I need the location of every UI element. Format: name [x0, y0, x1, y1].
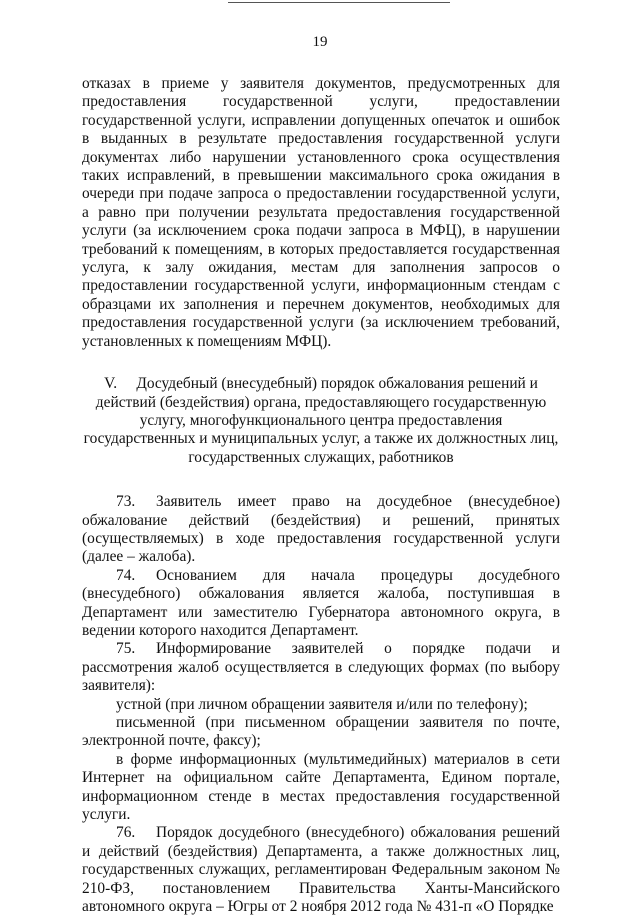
item-text: Основанием для начала процедуры досудебного (внесудебного) обжалования является жалоба, поступившая в Департамент или заместителю Губернатора автономного округа, в ведении которого находится Департамент. — [82, 566, 560, 639]
form-oral: устной (при личном обращении заявителя и/или по телефону); — [116, 695, 528, 713]
section-title: Досудебный (внесудебный) порядок обжалования решений и действий (бездействия) органа, предоставляющего государственную услугу, многофункционального центра предоставления государственных и муниципальных услуг, а также их должностных лиц, государственных служащих, работников — [83, 375, 559, 466]
list-item-76 — [82, 824, 560, 916]
item-number: 74. — [116, 566, 136, 584]
intro-paragraph: отказах в приеме у заявителя документов, предусмотренных для предоставления государственной услуги, предоставлении государственной услуги, исправлении допущенных опечаток и ошибок в выданных в результате предоставления государственной услуги документах либо нарушении установленного срока осуществления таких исправлений, в превышении максимального срока ожидания в очереди при подаче запроса о предоставлении государственной услуги, а равно при получении результата предоставления государственной услуги (за исключением срока подачи запроса в МФЦ), в нарушении требований к помещениям, в которых предоставляется государственная услуга, к залу ожидания, местам для заполнения запросов о предоставлении государственной услуги, информационным стендам с образцами их заполнения и перечнем документов, необходимых для предоставления государственной услуги (за исключением требований, установленных к помещениям МФЦ). — [82, 75, 560, 350]
header-rule — [228, 2, 450, 3]
page-number: 19 — [312, 34, 328, 50]
item-text: Заявитель имеет право на досудебное (внесудебное) обжалование действий (бездействия) и решений, принятых (осуществляемых) в ходе предоставления государственной услуги (далее – жалоба). — [82, 493, 560, 566]
item-number: 76. — [116, 824, 136, 842]
list-item-75 — [82, 640, 560, 695]
item-number: 73. — [116, 493, 136, 511]
item-text: Порядок досудебного (внесудебного) обжалования решений и действий (бездействия) Департамента, а также должностных лиц, государственных служащих, регламентирован Федеральным законом № 210-ФЗ, постановлением Правительства Ханты-Мансийского автономного округа – Югры от 2 ноября 2012 года № 431-п «О Порядке — [82, 824, 560, 916]
document-body — [82, 75, 560, 916]
form-written: письменной (при письменном обращении заявителя по почте, электронной почте, факсу); — [82, 714, 560, 750]
section-numeral: V. — [104, 375, 118, 393]
list-item-74 — [82, 567, 560, 641]
item-number: 75. — [116, 640, 136, 658]
list-item-73 — [82, 493, 560, 567]
section-heading — [82, 375, 560, 467]
form-multimedia: в форме информационных (мультимедийных) материалов в сети Интернет на официальном сайте Департамента, Едином портале, информационном стенде в местах предоставления государственной услуги. — [82, 750, 560, 824]
item-text: Информирование заявителей о порядке подачи и рассмотрения жалоб осуществляется в следующих формах (по выбору заявителя): — [82, 640, 560, 695]
